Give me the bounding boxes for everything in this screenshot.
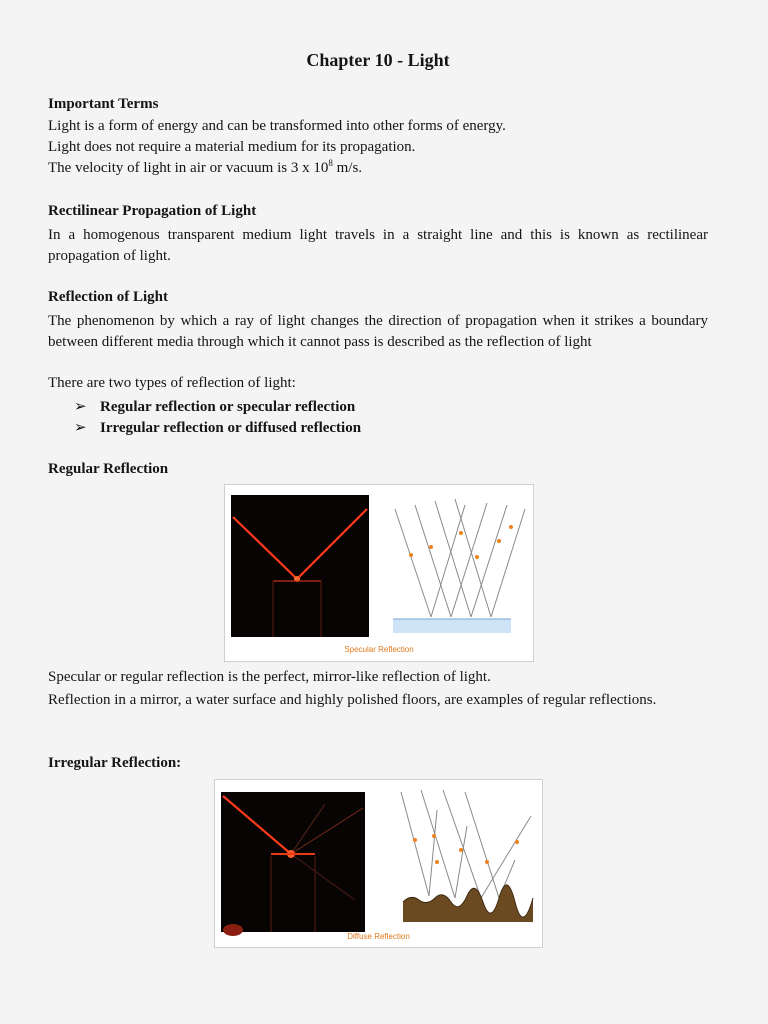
incident-ray <box>421 790 455 898</box>
specular-reflection-caption: Specular Reflection <box>344 645 414 654</box>
ray-arrow-marker <box>509 525 513 529</box>
regular-reflection-figure <box>224 484 534 662</box>
ray-arrow-marker <box>459 848 463 852</box>
ray-arrow-marker <box>485 860 489 864</box>
bullet-label: Irregular reflection or diffused reflection <box>100 420 362 436</box>
velocity-unit: m/s. <box>332 160 363 176</box>
incident-ray <box>401 792 429 896</box>
scattered-ray <box>455 826 467 898</box>
important-terms-line-2: Light does not require a material medium for its propagation. <box>48 139 416 155</box>
rectilinear-heading: Rectilinear Propagation of Light <box>48 203 257 219</box>
reflected-ray <box>471 505 507 617</box>
incident-ray <box>395 509 431 617</box>
irregular-reflection-figure <box>214 779 543 948</box>
regular-reflection-heading: Regular Reflection <box>48 461 169 477</box>
bullet-item-regular <box>74 397 355 416</box>
reflected-ray <box>451 503 487 617</box>
reflection-types-intro: There are two types of reflection of light: <box>48 375 296 391</box>
ray-arrow-marker <box>413 838 417 842</box>
ray-arrow-marker <box>475 555 479 559</box>
laser-photo-background <box>231 495 369 637</box>
incident-ray <box>435 501 471 617</box>
irregular-reflection-diagram <box>215 780 542 947</box>
scattered-ray <box>429 810 437 896</box>
important-terms-line-1: Light is a form of energy and can be transformed into other forms of energy. <box>48 118 506 134</box>
regular-reflection-para-2: Reflection in a mirror, a water surface and highly polished floors, are examples of regular reflections. <box>48 692 657 708</box>
regular-reflection-diagram <box>225 485 533 661</box>
diffuse-reflection-caption: Diffuse Reflection <box>347 932 410 941</box>
ray-arrow-marker <box>497 539 501 543</box>
incident-ray <box>465 792 499 898</box>
ray-arrow-marker <box>409 553 413 557</box>
reflected-ray <box>491 509 525 617</box>
ray-arrow-marker <box>432 834 436 838</box>
smooth-surface <box>393 619 511 633</box>
reflected-ray <box>431 505 465 617</box>
ray-arrow-marker <box>429 545 433 549</box>
ray-arrow-marker <box>435 860 439 864</box>
irregular-reflection-heading: Irregular Reflection: <box>48 755 182 771</box>
regular-reflection-para-1: Specular or regular reflection is the perfect, mirror-like reflection of light. <box>48 669 491 685</box>
important-terms-heading: Important Terms <box>48 96 159 112</box>
rectilinear-text: In a homogenous transparent medium light travels in a straight line and this is known as rectilinear propagation of light. <box>48 227 708 264</box>
arrow-bullet-icon: ➢ <box>74 420 87 436</box>
incident-ray <box>455 499 491 617</box>
reflection-text: The phenomenon by which a ray of light changes the direction of propagation when it strikes a boundary between different media through which it cannot pass is described as the reflection of light <box>48 313 708 350</box>
velocity-exponent: 8 <box>328 158 333 168</box>
important-terms-line-3 <box>48 160 362 177</box>
incident-ray <box>443 790 481 898</box>
velocity-text: The velocity of light in air or vacuum is 3 x 10 <box>48 160 329 176</box>
bullet-label: Regular reflection or specular reflection <box>100 399 356 415</box>
page-title: Chapter 10 - Light <box>306 50 450 70</box>
ray-arrow-marker <box>515 840 519 844</box>
rough-surface <box>403 885 533 922</box>
bullet-item-irregular <box>74 418 361 437</box>
reflection-heading: Reflection of Light <box>48 289 168 305</box>
incident-ray <box>415 505 451 617</box>
ray-arrow-marker <box>459 531 463 535</box>
arrow-bullet-icon: ➢ <box>74 399 87 415</box>
